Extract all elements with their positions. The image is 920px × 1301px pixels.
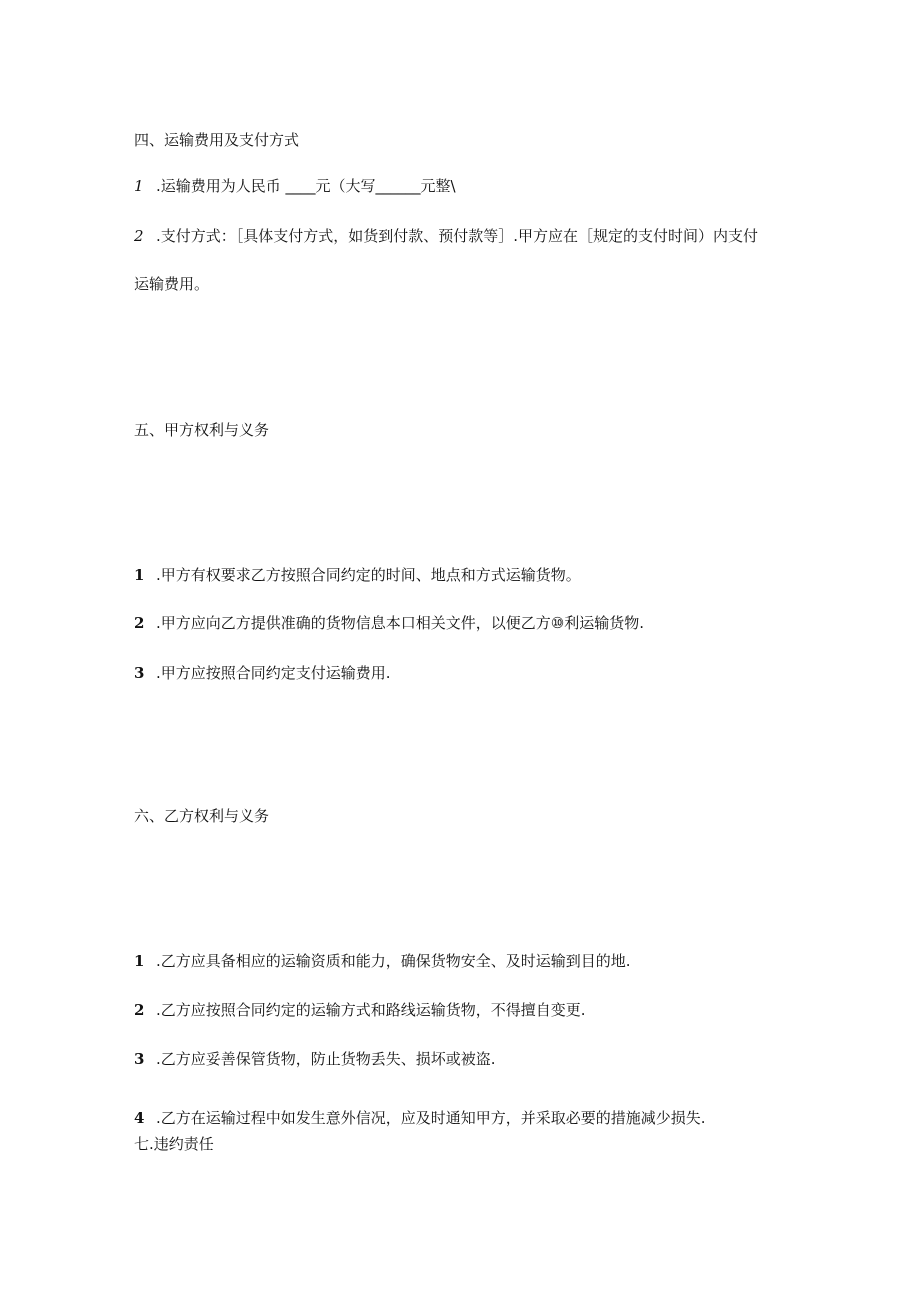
item-number: 2 <box>134 1001 145 1019</box>
item-text: .运输费用为人民币 ____元（大写______元整\ <box>156 177 456 195</box>
section-5-item-2 <box>134 613 644 633</box>
item-text: .乙方应按照合同约定的运输方式和路线运输货物，不得擅自变更. <box>156 1001 586 1019</box>
item-text: .甲方应按照合同约定支付运输费用. <box>156 664 391 682</box>
section-6-item-1 <box>134 951 631 971</box>
section-6-item-4 <box>134 1108 706 1128</box>
item-number: 4 <box>134 1109 145 1127</box>
item-number: 2 <box>134 614 145 632</box>
item-text: .乙方应具备相应的运输资质和能力，确保货物安全、及时运输到目的地. <box>156 952 631 970</box>
section-6-item-2 <box>134 1000 586 1020</box>
item-text: .甲方有权要求乙方按照合同约定的时间、地点和方式运输货物。 <box>156 566 581 584</box>
section-4-heading: 四、运输费用及支付方式 <box>134 131 300 149</box>
item-number: 1 <box>134 566 145 584</box>
section-5-item-1 <box>134 565 581 585</box>
section-4-item-2-continued: 运输费用。 <box>134 275 210 293</box>
section-4-item-2 <box>134 226 758 246</box>
item-number: 2 <box>134 227 144 245</box>
item-number: 3 <box>134 1050 145 1068</box>
section-5-heading: 五、甲方权利与义务 <box>134 421 270 439</box>
item-number: 3 <box>134 664 145 682</box>
section-5-item-3 <box>134 663 391 683</box>
item-number: 1 <box>134 952 145 970</box>
section-6-item-3 <box>134 1049 496 1069</box>
item-text: .乙方在运输过程中如发生意外信况，应及时通知甲方，并采取必要的措施减少损失. <box>156 1109 706 1127</box>
item-text: .甲方应向乙方提供准确的货物信息本口相关文件，以便乙方⑩利运输货物. <box>156 614 644 632</box>
item-text: .乙方应妥善保管货物，防止货物丢失、损坏或被盗. <box>156 1050 496 1068</box>
section-4-item-1 <box>134 176 456 196</box>
item-text: .支付方式：［具体支付方式，如货到付款、预付款等］.甲方应在［规定的支付时间）内支付 <box>156 227 759 245</box>
section-7-heading: 七.违约责任 <box>134 1135 214 1153</box>
item-number: 1 <box>134 177 144 195</box>
section-6-heading: 六、乙方权利与义务 <box>134 807 270 825</box>
